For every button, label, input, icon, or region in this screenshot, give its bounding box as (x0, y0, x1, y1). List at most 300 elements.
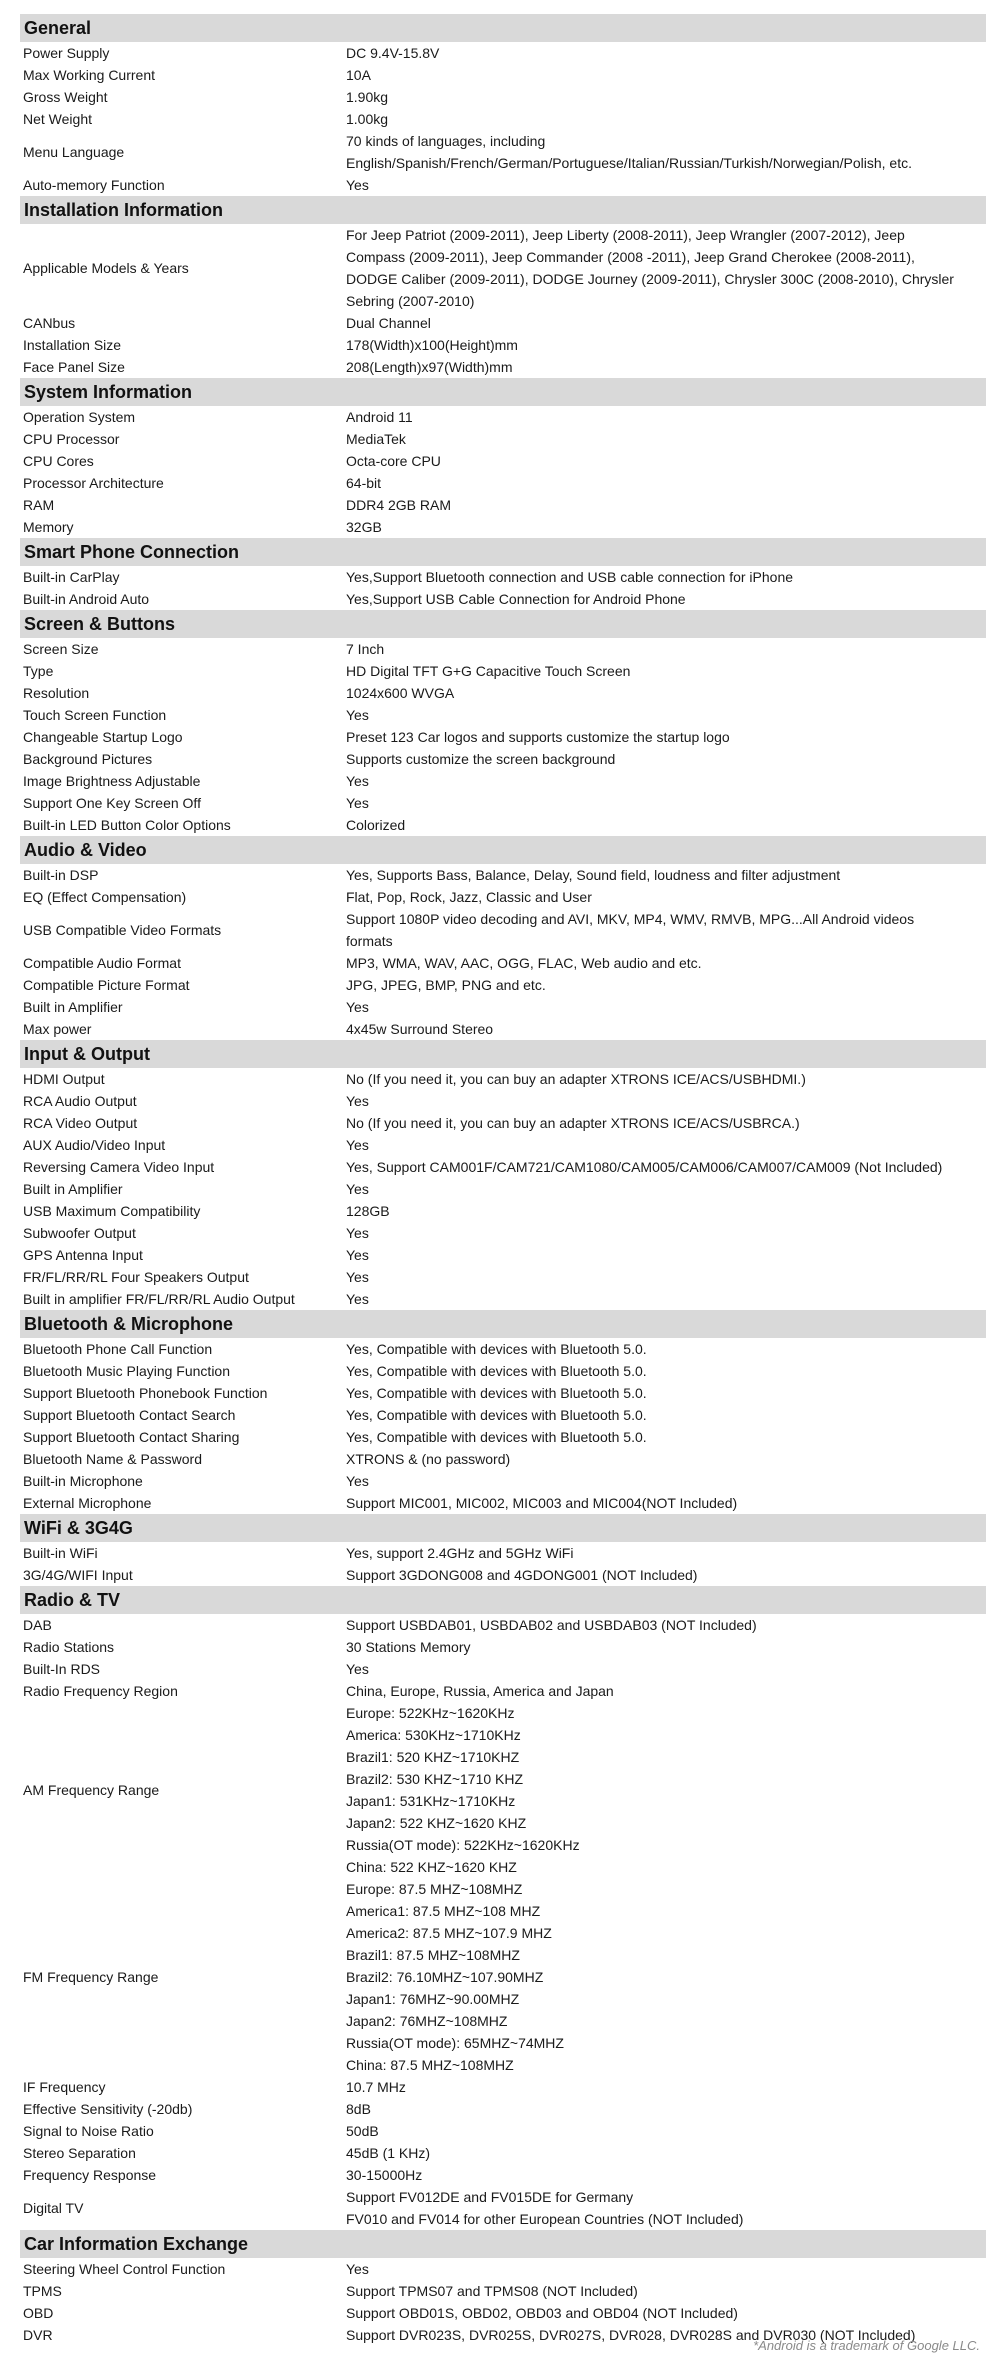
spec-value (346, 174, 986, 196)
spec-value (346, 1564, 986, 1586)
spec-row (20, 312, 986, 334)
spec-value-line: Japan2: 76MHZ~108MHZ (346, 2013, 508, 2029)
section-header: System Information (20, 378, 986, 406)
spec-label: Compatible Audio Format (23, 955, 181, 971)
spec-row (20, 814, 986, 836)
spec-value-line: Preset 123 Car logos and supports customize the startup logo (346, 729, 730, 745)
spec-value-line: formats (346, 933, 393, 949)
spec-value-line: Support OBD01S, OBD02, OBD03 and OBD04 (NOT Included) (346, 2305, 738, 2321)
spec-value (346, 1426, 986, 1448)
spec-row (20, 224, 986, 312)
spec-value-line: Europe: 87.5 MHZ~108MHZ (346, 1881, 523, 1897)
spec-row (20, 130, 986, 174)
spec-value (346, 748, 986, 770)
spec-label: DVR (23, 2327, 53, 2343)
spec-value-line: Yes (346, 1181, 369, 1197)
spec-value-line: Brazil2: 530 KHZ~1710 KHZ (346, 1771, 524, 1787)
spec-table (20, 14, 986, 2346)
spec-label: TPMS (23, 2283, 62, 2299)
spec-row (20, 952, 986, 974)
spec-value-line: 45dB (1 KHz) (346, 2145, 431, 2161)
spec-value (346, 792, 986, 814)
spec-row (20, 494, 986, 516)
spec-label: Stereo Separation (23, 2145, 136, 2161)
spec-label: Bluetooth Phone Call Function (23, 1341, 213, 1357)
spec-value-line: JPG, JPEG, BMP, PNG and etc. (346, 977, 546, 993)
spec-label: Background Pictures (23, 751, 153, 767)
spec-label: Changeable Startup Logo (23, 729, 183, 745)
spec-value (346, 1178, 986, 1200)
spec-label: Built in amplifier FR/FL/RR/RL Audio Output (23, 1291, 295, 1307)
spec-row (20, 886, 986, 908)
spec-value-line: Brazil2: 76.10MHZ~107.90MHZ (346, 1969, 544, 1985)
spec-value (346, 494, 986, 516)
spec-label: Auto-memory Function (23, 177, 165, 193)
spec-value (346, 516, 986, 538)
spec-value (346, 1382, 986, 1404)
spec-row (20, 792, 986, 814)
spec-value-line: Support DVR023S, DVR025S, DVR027S, DVR028, DVR028S and DVR030 (NOT Included) (346, 2327, 916, 2343)
section-header: Radio & TV (20, 1586, 986, 1614)
spec-row (20, 1382, 986, 1404)
spec-value-line: Yes (346, 795, 369, 811)
spec-value (346, 86, 986, 108)
spec-label: Built in Amplifier (23, 999, 123, 1015)
spec-value-line: 1024x600 WVGA (346, 685, 455, 701)
spec-row (20, 1636, 986, 1658)
spec-row (20, 2258, 986, 2280)
spec-value-line: 32GB (346, 519, 382, 535)
spec-row (20, 2186, 986, 2230)
spec-label: CPU Processor (23, 431, 120, 447)
spec-value-line: MP3, WMA, WAV, AAC, OGG, FLAC, Web audio and etc. (346, 955, 702, 971)
spec-value-line: Brazil1: 520 KHZ~1710KHZ (346, 1749, 520, 1765)
spec-value-line: Yes, Compatible with devices with Bluetooth 5.0. (346, 1429, 647, 1445)
spec-value-line: 8dB (346, 2101, 371, 2117)
spec-row (20, 1018, 986, 1040)
spec-value (346, 1222, 986, 1244)
spec-label: RCA Video Output (23, 1115, 138, 1131)
spec-label: Built-in WiFi (23, 1545, 98, 1561)
spec-value-line: Support USBDAB01, USBDAB02 and USBDAB03 (NOT Included) (346, 1617, 757, 1633)
spec-label: Reversing Camera Video Input (23, 1159, 215, 1175)
spec-value-line: 64-bit (346, 475, 382, 491)
spec-value-line: 10A (346, 67, 371, 83)
spec-value-line: 30-15000Hz (346, 2167, 423, 2183)
spec-value-line: DDR4 2GB RAM (346, 497, 452, 513)
spec-row (20, 450, 986, 472)
spec-label: RCA Audio Output (23, 1093, 137, 1109)
spec-row (20, 334, 986, 356)
spec-value (346, 1360, 986, 1382)
spec-value (346, 1244, 986, 1266)
spec-row (20, 908, 986, 952)
spec-value (346, 1338, 986, 1360)
spec-row (20, 86, 986, 108)
spec-row (20, 1680, 986, 1702)
spec-value (346, 886, 986, 908)
section-header: Screen & Buttons (20, 610, 986, 638)
spec-row (20, 1360, 986, 1382)
spec-value-line: Yes (346, 177, 369, 193)
spec-label: Effective Sensitivity (-20db) (23, 2101, 193, 2117)
spec-label: CANbus (23, 315, 76, 331)
spec-label: External Microphone (23, 1495, 152, 1511)
spec-value (346, 1404, 986, 1426)
spec-value-line: Support MIC001, MIC002, MIC003 and MIC004(NOT Included) (346, 1495, 738, 1511)
spec-row (20, 748, 986, 770)
spec-value-line: Yes,Support USB Cable Connection for Android Phone (346, 591, 686, 607)
spec-label: RAM (23, 497, 55, 513)
spec-value-line: America: 530KHz~1710KHz (346, 1727, 521, 1743)
spec-label: Support Bluetooth Phonebook Function (23, 1385, 268, 1401)
spec-row (20, 638, 986, 660)
spec-row (20, 2120, 986, 2142)
spec-value-line: 208(Length)x97(Width)mm (346, 359, 513, 375)
spec-value (346, 2258, 986, 2280)
spec-value-line: China, Europe, Russia, America and Japan (346, 1683, 614, 1699)
spec-label: Built-in Android Auto (23, 591, 150, 607)
spec-value (346, 1200, 986, 1222)
spec-label: Max power (23, 1021, 92, 1037)
spec-label: USB Compatible Video Formats (23, 922, 222, 938)
section-header: Audio & Video (20, 836, 986, 864)
spec-label: DAB (23, 1617, 52, 1633)
spec-value-line: Yes (346, 999, 369, 1015)
spec-value-line: Yes (346, 1247, 369, 1263)
spec-label: Radio Frequency Region (23, 1683, 178, 1699)
spec-value-line: Yes,Support Bluetooth connection and USB cable connection for iPhone (346, 569, 794, 585)
spec-value-line: Yes (346, 1661, 369, 1677)
spec-row (20, 1404, 986, 1426)
spec-value-line: America1: 87.5 MHZ~108 MHZ (346, 1903, 541, 1919)
spec-row (20, 1470, 986, 1492)
spec-value (346, 996, 986, 1018)
spec-label: Built in Amplifier (23, 1181, 123, 1197)
spec-value-line: Sebring (2007-2010) (346, 293, 475, 309)
spec-value-line: FV010 and FV014 for other European Countries (NOT Included) (346, 2211, 744, 2227)
spec-value (346, 42, 986, 64)
spec-value-line: Brazil1: 87.5 MHZ~108MHZ (346, 1947, 520, 1963)
spec-value (346, 428, 986, 450)
spec-value (346, 312, 986, 334)
spec-label: Frequency Response (23, 2167, 157, 2183)
spec-label: Bluetooth Music Playing Function (23, 1363, 230, 1379)
spec-label: Built-in LED Button Color Options (23, 817, 231, 833)
spec-value (346, 1018, 986, 1040)
spec-value-line: For Jeep Patriot (2009-2011), Jeep Liberty (2008-2011), Jeep Wrangler (2007-2012), Jeep (346, 227, 905, 243)
spec-value-line: America2: 87.5 MHZ~107.9 MHZ (346, 1925, 552, 1941)
spec-value-line: Yes (346, 773, 369, 789)
spec-row (20, 1614, 986, 1636)
spec-row (20, 864, 986, 886)
spec-row (20, 428, 986, 450)
spec-value (346, 726, 986, 748)
spec-row (20, 1156, 986, 1178)
spec-value-line: Yes, Supports Bass, Balance, Delay, Sound field, loudness and filter adjustment (346, 867, 841, 883)
spec-row (20, 974, 986, 996)
spec-row (20, 588, 986, 610)
spec-value-line: Colorized (346, 817, 406, 833)
spec-row (20, 726, 986, 748)
spec-value (346, 1542, 986, 1564)
spec-value (346, 1090, 986, 1112)
spec-value-line: 1.90kg (346, 89, 389, 105)
trademark-footnote: *Android is a trademark of Google LLC. (753, 2338, 980, 2353)
section-header: General (20, 14, 986, 42)
spec-value (346, 1702, 986, 1878)
spec-value-line: Yes, Compatible with devices with Bluetooth 5.0. (346, 1363, 647, 1379)
spec-row (20, 1426, 986, 1448)
spec-value-line: Japan2: 522 KHZ~1620 KHZ (346, 1815, 527, 1831)
spec-value-line: Yes, Compatible with devices with Bluetooth 5.0. (346, 1407, 647, 1423)
spec-value (346, 2098, 986, 2120)
spec-value-line: Octa-core CPU (346, 453, 441, 469)
spec-row (20, 1178, 986, 1200)
spec-value (346, 334, 986, 356)
spec-value-line: 1.00kg (346, 111, 389, 127)
spec-label: Net Weight (23, 111, 92, 127)
spec-value (346, 356, 986, 378)
spec-row (20, 770, 986, 792)
spec-row (20, 1200, 986, 1222)
spec-row (20, 2280, 986, 2302)
spec-value (346, 2280, 986, 2302)
section-header: Smart Phone Connection (20, 538, 986, 566)
spec-value (346, 1112, 986, 1134)
spec-value-line: 178(Width)x100(Height)mm (346, 337, 518, 353)
spec-row (20, 2076, 986, 2098)
spec-label: Built-In RDS (23, 1661, 101, 1677)
spec-row (20, 1266, 986, 1288)
spec-value-line: Support 3GDONG008 and 4GDONG001 (NOT Included) (346, 1567, 698, 1583)
spec-value-line: English/Spanish/French/German/Portuguese/Italian/Russian/Turkish/Norwegian/Polish, etc. (346, 155, 912, 171)
spec-value-line: Dual Channel (346, 315, 431, 331)
spec-row (20, 1244, 986, 1266)
spec-value (346, 472, 986, 494)
spec-value (346, 1492, 986, 1514)
spec-value-line: DC 9.4V-15.8V (346, 45, 440, 61)
spec-label: Support One Key Screen Off (23, 795, 201, 811)
spec-value (346, 1470, 986, 1492)
spec-value (346, 224, 986, 312)
spec-value-line: Yes (346, 707, 369, 723)
spec-value-line: Yes (346, 1473, 369, 1489)
spec-value (346, 704, 986, 726)
spec-value-line: Yes (346, 2261, 369, 2277)
spec-row (20, 406, 986, 428)
spec-label: Signal to Noise Ratio (23, 2123, 154, 2139)
spec-value (346, 2142, 986, 2164)
spec-row (20, 108, 986, 130)
spec-label: OBD (23, 2305, 54, 2321)
spec-label: GPS Antenna Input (23, 1247, 143, 1263)
spec-value (346, 1156, 986, 1178)
spec-label: CPU Cores (23, 453, 94, 469)
spec-value (346, 814, 986, 836)
spec-value (346, 64, 986, 86)
spec-row (20, 1090, 986, 1112)
spec-label: Operation System (23, 409, 136, 425)
spec-row (20, 42, 986, 64)
spec-value-line: Support FV012DE and FV015DE for Germany (346, 2189, 634, 2205)
spec-row (20, 1338, 986, 1360)
spec-label: Steering Wheel Control Function (23, 2261, 226, 2277)
spec-label: Face Panel Size (23, 359, 125, 375)
spec-label: Memory (23, 519, 74, 535)
spec-value (346, 1134, 986, 1156)
spec-row (20, 1702, 986, 1878)
spec-value-line: HD Digital TFT G+G Capacitive Touch Screen (346, 663, 631, 679)
spec-value (346, 1878, 986, 2076)
section-header: Bluetooth & Microphone (20, 1310, 986, 1338)
spec-label: Screen Size (23, 641, 99, 657)
spec-value-line: 128GB (346, 1203, 390, 1219)
spec-row (20, 516, 986, 538)
spec-label: Compatible Picture Format (23, 977, 190, 993)
spec-label: Processor Architecture (23, 475, 164, 491)
spec-row (20, 64, 986, 86)
spec-row (20, 356, 986, 378)
spec-row (20, 472, 986, 494)
spec-value (346, 974, 986, 996)
spec-label: Built-in Microphone (23, 1473, 143, 1489)
spec-label: Gross Weight (23, 89, 108, 105)
spec-label: Touch Screen Function (23, 707, 167, 723)
spec-label: IF Frequency (23, 2079, 106, 2095)
spec-value-line: Android 11 (346, 409, 413, 425)
spec-value-line: Japan1: 76MHZ~90.00MHZ (346, 1991, 520, 2007)
spec-row (20, 996, 986, 1018)
spec-value-line: No (If you need it, you can buy an adapter XTRONS ICE/ACS/USBRCA.) (346, 1115, 800, 1131)
spec-row (20, 2098, 986, 2120)
spec-value (346, 450, 986, 472)
spec-value-line: Support 1080P video decoding and AVI, MKV, MP4, WMV, RMVB, MPG...All Android videos (346, 911, 915, 927)
spec-value-line: Yes (346, 1225, 369, 1241)
spec-value-line: Yes (346, 1093, 369, 1109)
spec-value-line: No (If you need it, you can buy an adapter XTRONS ICE/ACS/USBHDMI.) (346, 1071, 806, 1087)
spec-label: Menu Language (23, 144, 125, 160)
spec-value-line: Europe: 522KHz~1620KHz (346, 1705, 515, 1721)
spec-value (346, 1266, 986, 1288)
spec-value (346, 2302, 986, 2324)
spec-label: Built-in DSP (23, 867, 99, 883)
spec-value (346, 566, 986, 588)
spec-value-line: Yes, Support CAM001F/CAM721/CAM1080/CAM005/CAM006/CAM007/CAM009 (Not Included) (346, 1159, 943, 1175)
spec-value-line: Russia(OT mode): 522KHz~1620KHz (346, 1837, 580, 1853)
spec-row (20, 1112, 986, 1134)
spec-value (346, 908, 986, 952)
spec-value-line: Compass (2009-2011), Jeep Commander (2008 -2011), Jeep Grand Cherokee (2008-2011), (346, 249, 915, 265)
spec-value (346, 770, 986, 792)
section-header: Car Information Exchange (20, 2230, 986, 2258)
spec-row (20, 2164, 986, 2186)
spec-label: Support Bluetooth Contact Sharing (23, 1429, 240, 1445)
spec-value-line: Support TPMS07 and TPMS08 (NOT Included) (346, 2283, 638, 2299)
spec-label: Subwoofer Output (23, 1225, 136, 1241)
spec-value (346, 130, 986, 174)
spec-label: Digital TV (23, 2200, 84, 2216)
spec-value (346, 1636, 986, 1658)
spec-value (346, 1448, 986, 1470)
spec-value (346, 2186, 986, 2230)
spec-value-line: Yes, support 2.4GHz and 5GHz WiFi (346, 1545, 574, 1561)
spec-value (346, 952, 986, 974)
spec-value (346, 1680, 986, 1702)
spec-value (346, 2076, 986, 2098)
spec-value-line: DODGE Caliber (2009-2011), DODGE Journey (2009-2011), Chrysler 300C (2008-2010), Chrysler (346, 271, 954, 287)
spec-value-line: 7 Inch (346, 641, 385, 657)
spec-value-line: 10.7 MHz (346, 2079, 406, 2095)
spec-value (346, 638, 986, 660)
spec-value (346, 682, 986, 704)
spec-value-line: XTRONS & (no password) (346, 1451, 511, 1467)
spec-label: Radio Stations (23, 1639, 115, 1655)
spec-value-line: Yes (346, 1137, 369, 1153)
spec-label: Installation Size (23, 337, 122, 353)
spec-label: Built-in CarPlay (23, 569, 120, 585)
spec-row (20, 1564, 986, 1586)
spec-value (346, 406, 986, 428)
spec-value (346, 2164, 986, 2186)
spec-label: Type (23, 663, 54, 679)
spec-label: FR/FL/RR/RL Four Speakers Output (23, 1269, 249, 1285)
spec-label: Support Bluetooth Contact Search (23, 1407, 236, 1423)
spec-value-line: 50dB (346, 2123, 379, 2139)
spec-row (20, 1448, 986, 1470)
spec-row (20, 566, 986, 588)
spec-label: HDMI Output (23, 1071, 105, 1087)
spec-row (20, 660, 986, 682)
spec-value-line: China: 87.5 MHZ~108MHZ (346, 2057, 514, 2073)
spec-label: Resolution (23, 685, 90, 701)
spec-label: FM Frequency Range (23, 1969, 159, 1985)
spec-label: Image Brightness Adjustable (23, 773, 201, 789)
spec-label: AM Frequency Range (23, 1782, 160, 1798)
spec-value (346, 864, 986, 886)
spec-row (20, 1542, 986, 1564)
spec-value-line: MediaTek (346, 431, 406, 447)
section-header: WiFi & 3G4G (20, 1514, 986, 1542)
spec-row (20, 1492, 986, 1514)
spec-value (346, 1614, 986, 1636)
spec-row (20, 2302, 986, 2324)
spec-value (346, 1068, 986, 1090)
spec-value-line: Supports customize the screen background (346, 751, 616, 767)
spec-row (20, 1878, 986, 2076)
spec-value-line: Yes, Compatible with devices with Bluetooth 5.0. (346, 1341, 647, 1357)
spec-label: Max Working Current (23, 67, 156, 83)
spec-row (20, 2142, 986, 2164)
spec-row (20, 1288, 986, 1310)
spec-row (20, 174, 986, 196)
spec-value-line: 70 kinds of languages, including (346, 133, 546, 149)
spec-row (20, 1222, 986, 1244)
spec-value-line: Yes, Compatible with devices with Bluetooth 5.0. (346, 1385, 647, 1401)
spec-value-line: 30 Stations Memory (346, 1639, 471, 1655)
spec-label: 3G/4G/WIFI Input (23, 1567, 133, 1583)
spec-value-line: Japan1: 531KHz~1710KHz (346, 1793, 516, 1809)
spec-value (346, 588, 986, 610)
spec-row (20, 1658, 986, 1680)
spec-row (20, 682, 986, 704)
spec-value-line: 4x45w Surround Stereo (346, 1021, 494, 1037)
spec-value-line: Russia(OT mode): 65MHZ~74MHZ (346, 2035, 564, 2051)
spec-value-line: China: 522 KHZ~1620 KHZ (346, 1859, 517, 1875)
spec-label: EQ (Effect Compensation) (23, 889, 187, 905)
section-header: Installation Information (20, 196, 986, 224)
spec-label: Bluetooth Name & Password (23, 1451, 202, 1467)
